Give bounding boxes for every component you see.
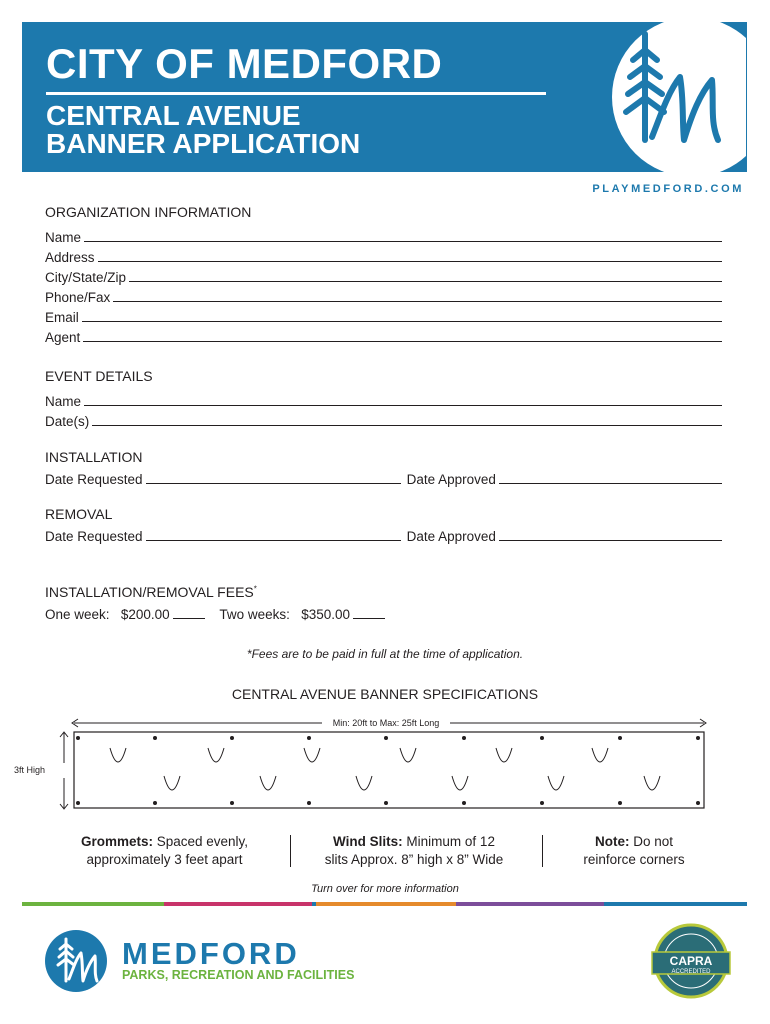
medford-footer-logo-icon [44, 929, 108, 993]
org-phone-fax-field[interactable]: Phone/Fax [45, 290, 722, 305]
fees-note: *Fees are to be paid in full at the time of application. [246, 647, 524, 661]
removal-approved-field[interactable] [499, 529, 722, 541]
removal-requested-label: Date Requested [45, 529, 143, 544]
installation-requested-field[interactable] [146, 472, 401, 484]
spec-divider-1 [290, 835, 291, 867]
specs-title: CENTRAL AVENUE BANNER SPECIFICATIONS [231, 686, 539, 702]
website-link[interactable]: PLAYMEDFORD.COM [592, 183, 744, 195]
org-name-field[interactable]: Name [45, 230, 722, 245]
color-bar-orange [316, 902, 456, 906]
banner-diagram [22, 708, 747, 818]
color-bar-purple [456, 902, 604, 906]
fees-section-title: INSTALLATION/REMOVAL FEES* [45, 584, 257, 600]
footer-org-name: MEDFORD [122, 936, 300, 971]
svg-text:Min: 20ft to Max: 25ft Long: Min: 20ft to Max: 25ft Long [332, 718, 440, 728]
installation-approved-label: Date Approved [406, 472, 496, 487]
installation-approved-field[interactable] [499, 472, 722, 484]
capra-badge-icon [650, 922, 732, 1000]
grommets-spec: Grommets: Spaced evenly, approximately 3 feet apart [80, 834, 249, 867]
org-agent-field[interactable]: Agent [45, 330, 722, 345]
subtitle-line-2: BANNER APPLICATION [46, 128, 361, 159]
removal-dates-row[interactable] [45, 529, 722, 544]
fees-row: One week: $200.00 Two weeks: $350.00 [45, 607, 385, 622]
svg-text:ACCREDITED: ACCREDITED [671, 969, 711, 975]
one-week-checkbox[interactable] [173, 607, 205, 619]
height-label: 3ft High [14, 765, 46, 775]
installation-requested-label: Date Requested [45, 472, 143, 487]
corners-note-spec: Note: Do not reinforce corners [583, 834, 685, 867]
event-section-title: EVENT DETAILS [45, 368, 153, 384]
wind-slits-spec: Wind Slits: Minimum of 12 slits Approx. 8” high x 8” Wide [324, 834, 504, 867]
svg-text:CAPRA: CAPRA [669, 954, 713, 968]
medford-logo-icon [600, 22, 746, 172]
removal-approved-label: Date Approved [406, 529, 496, 544]
footer-org-subtitle: PARKS, RECREATION AND FACILITIES [122, 968, 355, 982]
organization-section-title: ORGANIZATION INFORMATION [45, 204, 252, 220]
spec-divider-2 [542, 835, 543, 867]
color-bar-green [22, 902, 164, 906]
removal-requested-field[interactable] [146, 529, 401, 541]
event-dates-field[interactable]: Date(s) [45, 414, 722, 429]
org-email-field[interactable]: Email [45, 310, 722, 325]
org-city-state-zip-field[interactable]: City/State/Zip [45, 270, 722, 285]
turn-over-note: Turn over for more information [311, 883, 459, 895]
removal-section-title: REMOVAL [45, 506, 113, 522]
two-weeks-checkbox[interactable] [353, 607, 385, 619]
title-rule [46, 92, 546, 95]
color-bar-pink [164, 902, 312, 906]
installation-section-title: INSTALLATION [45, 449, 143, 465]
installation-dates-row[interactable] [45, 472, 722, 487]
subtitle-line-1: CENTRAL AVENUE [46, 100, 301, 131]
color-bar-blue-2 [604, 902, 747, 906]
city-title: CITY OF MEDFORD [46, 40, 443, 87]
org-address-field[interactable]: Address [45, 250, 722, 265]
event-name-field[interactable]: Name [45, 394, 722, 409]
